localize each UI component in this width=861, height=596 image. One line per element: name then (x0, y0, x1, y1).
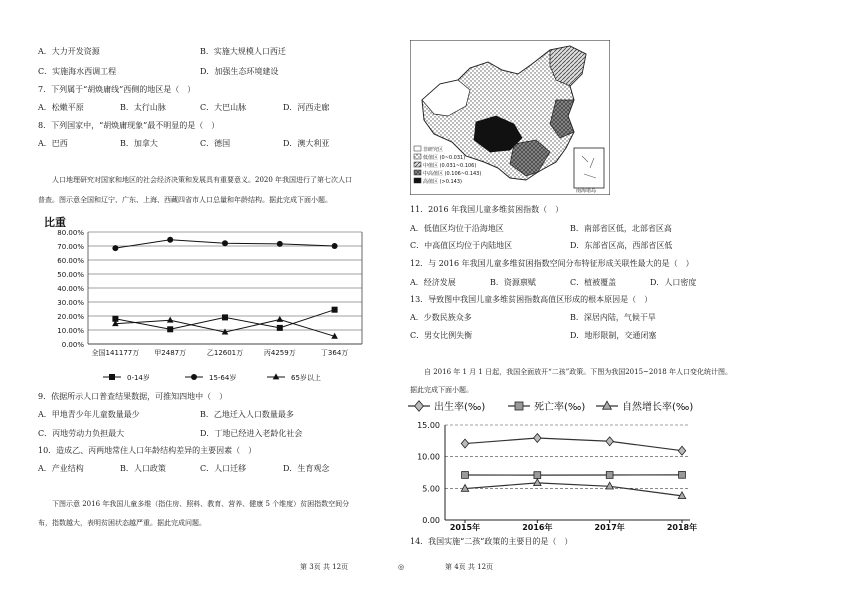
x-tick-label: 2018年 (666, 523, 698, 532)
data-point (222, 314, 228, 320)
q9-stem: 9．依据所示人口普查结果数据，可推知四地中（ ） (38, 392, 228, 401)
data-point (222, 240, 228, 246)
data-point (606, 437, 613, 446)
legend-marker (191, 374, 197, 380)
q12-option-a: A．经济发展 (410, 278, 456, 287)
q10-stem: 10．造成乙、丙两地常住人口年龄结构差异的主要因素（ ） (38, 446, 257, 455)
q6-option-d: D．加强生态环境建设 (200, 67, 279, 76)
footer-left-page: 第 3页 共 12页 (300, 563, 349, 571)
q12-option-c: C．植被覆盖 (570, 278, 617, 287)
legend-marker (273, 373, 280, 379)
q11-stem: 11．2016 年我国儿童多维贫困指数（ ） (410, 205, 564, 214)
q13-option-a: A．少数民族众多 (410, 313, 472, 322)
q11-option-c: C．中高值区均位于内陆地区 (410, 241, 513, 250)
series-line-2 (465, 483, 682, 496)
data-point (112, 245, 118, 251)
x-tick-label: 2016年 (522, 523, 553, 532)
x-tick-label: 丙4259万 (263, 349, 296, 357)
x-tick-label: 全国141177万 (91, 349, 140, 357)
legend-label: 0-14岁 (127, 374, 150, 382)
y-tick-label: 60.00% (57, 257, 84, 265)
q6-option-a: A．大力开发资源 (38, 47, 100, 56)
legend-marker (109, 374, 115, 380)
q8-option-c: C．德国 (200, 139, 231, 148)
poverty-index-map (410, 40, 610, 195)
legend-label: 15-64岁 (209, 374, 237, 382)
legend-marker (415, 401, 424, 411)
y-tick-label: 0.00 (422, 516, 440, 525)
q7-option-a: A．松嫩平原 (38, 103, 84, 112)
q13-option-c: C．男女比例失衡 (410, 331, 473, 340)
data-point (679, 471, 686, 478)
data-point (277, 241, 283, 247)
legend-label: 65岁以上 (291, 374, 321, 382)
q13-stem: 13．导致图中我国儿童多维贫困指数高值区形成的根本原因是（ ） (410, 295, 653, 304)
chart-title: 比重 (44, 216, 66, 229)
legend-marker (603, 401, 612, 409)
q9-option-c: C．丙地劳动力负担最大 (38, 429, 125, 438)
q8-option-a: A．巴西 (38, 139, 68, 148)
passage3-line1: 自 2016 年 1 月 1 日起，我国全面放开“二孩”政策。下图为我国2015~2018 年人口变化统计图。 (424, 368, 732, 376)
data-point (534, 472, 541, 479)
data-point (678, 446, 685, 455)
y-tick-label: 70.00% (57, 243, 84, 251)
age-structure-chart (30, 210, 370, 390)
q13-option-d: D．地形限制，交通闭塞 (570, 331, 657, 340)
series-line-0 (465, 438, 682, 451)
map-legend-3: 中高值区 (0.106~0.143) (423, 171, 482, 177)
q7-option-d: D．河西走廊 (283, 103, 330, 112)
q12-stem: 12．与 2016 年我国儿童多维贫困指数空间分布特征形成关联性最大的是（ ） (410, 259, 694, 268)
population-change-chart (400, 395, 700, 532)
q6-option-c: C．实施海水西调工程 (38, 67, 117, 76)
q9-option-d: D．丁地已经进入老龄化社会 (200, 429, 303, 438)
q8-option-b: B．加拿大 (120, 139, 158, 148)
q12-option-b: B．资源禀赋 (490, 278, 536, 287)
legend-label: 死亡率(‰) (534, 402, 586, 413)
q11-option-b: B．南部省区低，北部省区高 (570, 224, 672, 233)
x-tick-label: 甲2487万 (154, 349, 187, 357)
q14-stem: 14．我国实施“二孩”政策的主要目的是（ ） (410, 537, 573, 546)
data-point (167, 326, 173, 332)
q12-option-d: D．人口密度 (650, 278, 697, 287)
data-point (277, 316, 284, 322)
data-point (461, 439, 468, 448)
map-legend-2: 中值区 (0.031~0.106) (423, 163, 477, 169)
passage1-line2: 普查。图示意全国和辽宁、广东、上海、西藏四省市人口总量和年龄结构。据此完成下面小题。 (38, 196, 332, 204)
x-tick-label: 丁364万 (320, 349, 349, 357)
y-tick-label: 15.00 (417, 421, 440, 430)
passage1-line1: 人口地理研究对国家和地区的社会经济决策和发展具有重要意义。2020 年我国进行了第七次人口 (52, 176, 353, 184)
passage3-line2: 据此完成下面小题。 (410, 386, 473, 394)
q10-option-c: C．人口迁移 (200, 464, 247, 473)
data-point (332, 243, 338, 249)
passage2-line2: 布，指数越大，表明贫困状态越严重。据此完成问题。 (38, 519, 206, 527)
data-point (462, 472, 469, 479)
legend-marker (515, 402, 523, 410)
x-tick-label: 2015年 (449, 523, 481, 532)
q13-option-b: B．深居内陆，气候干旱 (570, 313, 656, 322)
inset-label: 南海诸岛 (576, 188, 597, 194)
map-legend-1: 低值区 (0~0.031) (423, 155, 466, 161)
y-tick-label: 10.00% (57, 327, 84, 335)
legend-label: 出生率(‰) (434, 402, 486, 413)
q10-option-a: A．产业结构 (38, 464, 84, 473)
q11-option-a: A．低值区均位于沿海地区 (410, 224, 504, 233)
y-tick-label: 10.00 (417, 452, 440, 462)
q8-stem: 8．下列国家中，“胡焕庸现象”最不明显的是（ ） (38, 121, 220, 130)
data-point (534, 434, 541, 443)
passage2-line1: 下图示意 2016 年我国儿童多维（指住房、照料、教育、营养、健康 5 个维度）贫困指数空间分 (52, 500, 350, 508)
y-tick-label: 80.00% (57, 229, 84, 237)
footer-mark: ◎ (398, 563, 405, 571)
q10-option-d: D．生育观念 (283, 464, 330, 473)
q10-option-b: B．人口政策 (120, 464, 166, 473)
q8-option-d: D．澳大利亚 (283, 139, 330, 148)
legend-label: 自然增长率(‰) (622, 402, 694, 413)
y-tick-label: 40.00% (57, 285, 84, 293)
data-point (534, 479, 541, 486)
map-legend-0: 非研究区 (423, 147, 444, 153)
data-point (167, 237, 173, 243)
map-legend-4: 高值区 (>0.143) (423, 179, 462, 185)
y-tick-label: 20.00% (57, 313, 84, 321)
y-tick-label: 30.00% (57, 299, 84, 307)
data-point (167, 317, 174, 323)
x-tick-label: 乙12601万 (206, 349, 244, 357)
footer-right-page: 第 4页 共 12页 (445, 563, 494, 571)
y-tick-label: 50.00% (57, 271, 84, 279)
q9-option-b: B．乙地迁入人口数量最多 (200, 410, 294, 419)
q7-option-b: B．太行山脉 (120, 103, 166, 112)
q6-option-b: B．实施大规模人口西迁 (200, 47, 286, 56)
x-tick-label: 2017年 (594, 523, 625, 532)
data-point (277, 325, 283, 331)
q11-option-d: D．东部省区高，西部省区低 (570, 241, 673, 250)
q9-option-a: A．甲地青少年儿童数量最少 (38, 410, 140, 419)
q7-option-c: C．大巴山脉 (200, 103, 247, 112)
q7-stem: 7．下列属于“胡焕庸线”西侧的地区是（ ） (38, 85, 196, 94)
y-tick-label: 0.00% (61, 341, 84, 349)
y-tick-label: 5.00 (422, 484, 440, 494)
data-point (332, 307, 338, 313)
data-point (606, 472, 613, 479)
